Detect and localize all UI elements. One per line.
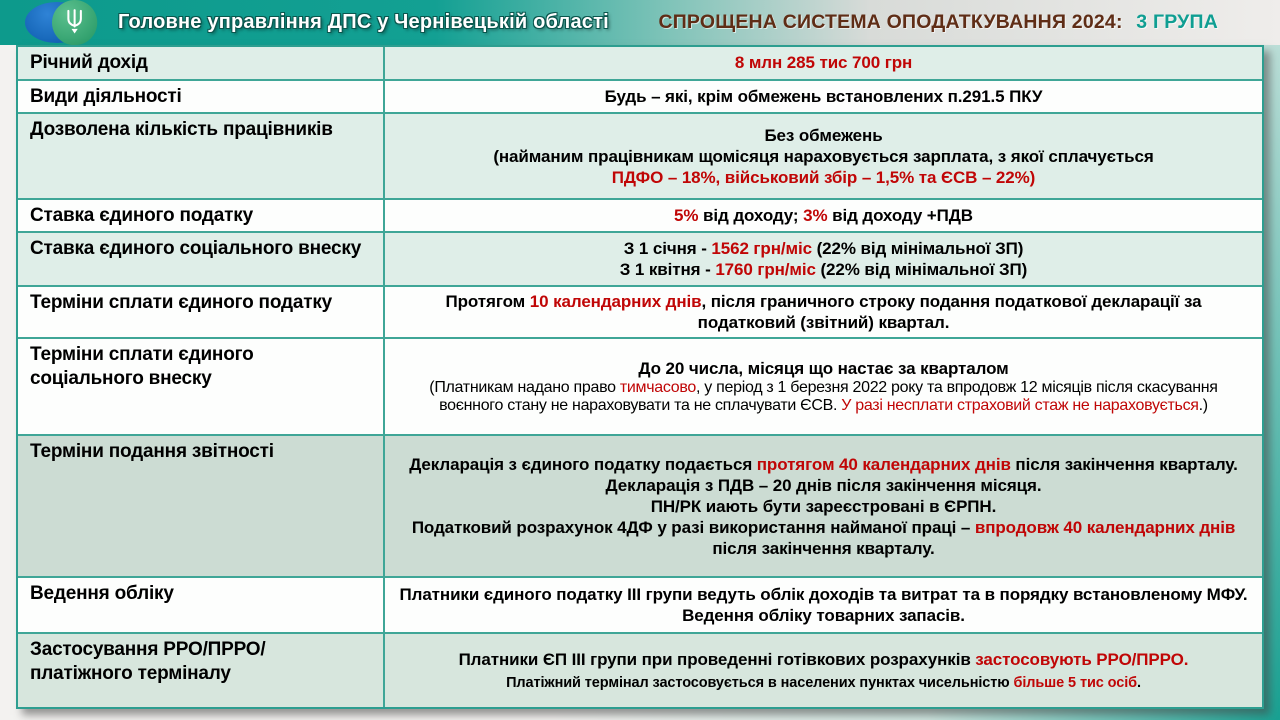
text-segment: після закінчення кварталу. <box>1010 454 1238 474</box>
value-line <box>397 675 1250 692</box>
text-segment: від доходу +ПДВ <box>827 206 973 226</box>
row-label: Види діяльності <box>18 81 385 112</box>
value-line <box>397 205 1250 226</box>
row-value <box>385 578 1262 632</box>
group-badge: 3 ГРУПА <box>1136 11 1218 33</box>
text-segment: Декларація з ПДВ – 20 днів після закінчення місяця. <box>605 475 1042 495</box>
row-label: Ставка єдиного податку <box>18 200 385 231</box>
text-segment: . <box>1136 675 1141 692</box>
highlight-text: впродовж 40 календарних днів <box>974 517 1236 537</box>
row-label: Терміни сплати єдиного соціального внеску <box>18 339 385 434</box>
row-value <box>385 47 1262 79</box>
slide-title: СПРОЩЕНА СИСТЕМА ОПОДАТКУВАННЯ 2024: <box>658 11 1123 33</box>
text-segment: після закінчення кварталу. <box>712 538 935 558</box>
row-value <box>385 233 1262 285</box>
text-segment: , у період з 1 березня 2022 року та впродовж 12 місяців після скасування воєнного стану не нараховувати та не сплачувати ЄСВ. <box>439 378 1218 415</box>
text-segment: Платники ЄП ІІІ групи при проведенні готівкових розрахунків <box>458 650 976 670</box>
table-row <box>18 198 1262 231</box>
value-line <box>397 259 1250 280</box>
value-line <box>397 517 1250 559</box>
row-label: Ведення обліку <box>18 578 385 632</box>
row-label: Річний дохід <box>18 47 385 79</box>
highlight-text: 5% <box>674 206 699 226</box>
text-segment: З 1 січня - <box>623 239 712 259</box>
text-segment: від доходу; <box>698 206 804 226</box>
tax-table <box>16 45 1264 709</box>
row-value <box>385 200 1262 231</box>
value-line <box>397 475 1250 496</box>
value-line <box>397 454 1250 475</box>
text-segment: ПН/РК иають бути зареєстровані в ЄРПН. <box>650 496 997 516</box>
slide-heading <box>658 11 1218 34</box>
value-line <box>397 379 1250 416</box>
value-line <box>397 52 1250 73</box>
value-line <box>397 291 1250 333</box>
value-line <box>397 584 1250 626</box>
table-row <box>18 576 1262 632</box>
text-segment: Податковий розрахунок 4ДФ у разі використання найманої праці – <box>411 517 975 537</box>
row-value <box>385 81 1262 112</box>
row-label: Дозволена кількість працівників <box>18 114 385 198</box>
text-segment: До 20 числа, місяця що настає за кварталом <box>638 358 1009 378</box>
row-label: Терміни сплати єдиного податку <box>18 287 385 337</box>
row-label: Терміни подання звітності <box>18 436 385 576</box>
value-line <box>397 238 1250 259</box>
value-line <box>397 649 1250 670</box>
value-line <box>397 496 1250 517</box>
highlight-text: протягом 40 календарних днів <box>756 454 1011 474</box>
text-segment: Протягом <box>445 292 530 312</box>
row-value <box>385 287 1262 337</box>
text-segment: (Платникам надано право <box>429 378 620 396</box>
text-segment: З 1 квітня - <box>619 260 716 280</box>
table-row <box>18 79 1262 112</box>
text-segment: Декларація з єдиного податку подається <box>409 454 757 474</box>
highlight-text: 1562 грн/міс <box>711 239 812 259</box>
table-row <box>18 632 1262 707</box>
text-segment: Без обмежень <box>764 125 883 145</box>
highlight-text: ПДФО – 18%, військовий збір – 1,5% та ЄСВ – 22%) <box>611 167 1036 187</box>
text-segment: (22% від мінімальної ЗП) <box>815 260 1028 280</box>
highlight-text: застосовують РРО/ПРРО. <box>975 650 1189 670</box>
text-segment: Будь – які, крім обмежень встановлених п.291.5 ПКУ <box>604 87 1043 107</box>
text-segment: .) <box>1198 397 1208 415</box>
trident-badge <box>52 0 97 45</box>
highlight-text: тимчасово <box>619 378 696 396</box>
highlight-text: У разі несплати страховий стаж не нараховується <box>841 397 1199 415</box>
table-row <box>18 47 1262 79</box>
highlight-text: більше 5 тис осіб <box>1013 675 1137 692</box>
dps-logo <box>0 0 118 45</box>
row-label: Застосування РРО/ПРРО/платіжного терміналу <box>18 634 385 707</box>
tax-table-body <box>18 47 1262 707</box>
value-line <box>397 146 1250 167</box>
highlight-text: 8 млн 285 тис 700 грн <box>734 53 913 73</box>
value-line <box>397 86 1250 107</box>
row-value <box>385 114 1262 198</box>
text-segment: (найманим працівникам щомісяця нараховується зарплата, з якої сплачується <box>493 146 1154 166</box>
value-line <box>397 167 1250 188</box>
org-title: Головне управління ДПС у Чернівецькій області <box>118 11 609 33</box>
row-value <box>385 339 1262 434</box>
value-line <box>397 125 1250 146</box>
text-segment: Платники єдиного податку ІІІ групи ведуть облік доходів та витрат та в порядку встановленому МФУ. Ведення обліку товарних запасів. <box>399 585 1248 626</box>
row-value <box>385 634 1262 707</box>
highlight-text: 3% <box>803 206 828 226</box>
highlight-text: 1760 грн/міс <box>715 260 816 280</box>
table-row <box>18 231 1262 285</box>
table-row <box>18 112 1262 198</box>
text-segment: Платіжний термінал застосовується в населених пунктах чисельністю <box>506 675 1014 692</box>
header-bar <box>0 0 1280 45</box>
table-row <box>18 285 1262 337</box>
text-segment: (22% від мінімальної ЗП) <box>811 239 1024 259</box>
value-line <box>397 358 1250 379</box>
highlight-text: 10 календарних днів <box>529 292 702 312</box>
row-value <box>385 436 1262 576</box>
text-segment: , після граничного строку подання податкової декларації за податковий (звітний) квартал. <box>697 292 1202 333</box>
trident-icon <box>64 7 84 37</box>
table-row <box>18 337 1262 434</box>
table-row <box>18 434 1262 576</box>
row-label: Ставка єдиного соціального внеску <box>18 233 385 285</box>
